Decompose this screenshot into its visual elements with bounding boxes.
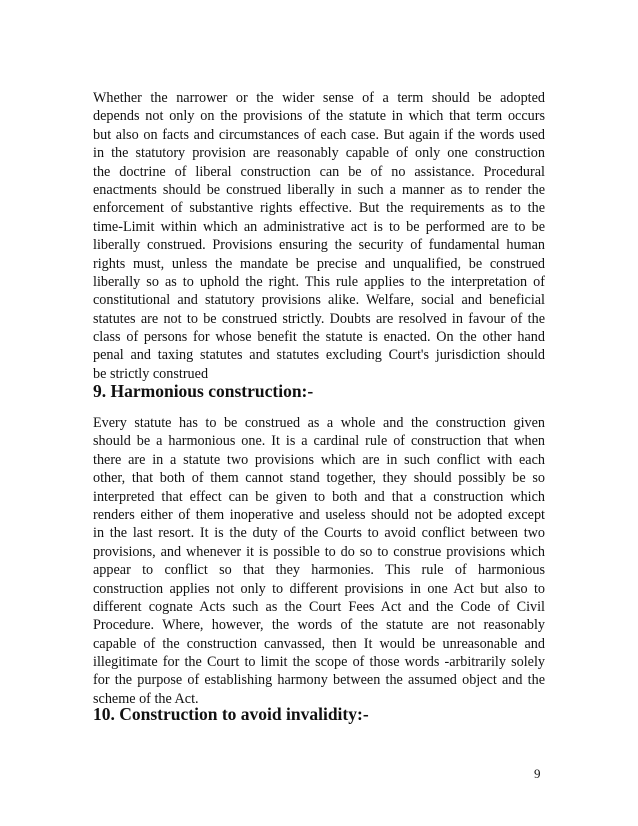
- page-number: 9: [534, 766, 541, 781]
- paragraph-harmonious-construction: [93, 414, 545, 708]
- text-line: renders either of them inoperative and useless should not be adopted except: [93, 506, 545, 523]
- text-line: be strictly construed: [93, 365, 209, 382]
- text-line: provisions, and whenever it is possible to do so to construe provisions which: [93, 543, 545, 560]
- text-line: in the statutory provision are reasonably capable of only one construction: [93, 145, 545, 162]
- text-line: penal and taxing statutes and statutes excluding Court's jurisdiction should: [93, 347, 545, 364]
- text-line: Whether the narrower or the wider sense of a term should be adopted: [93, 90, 545, 106]
- text-line: class of persons for whose benefit the statute is enacted. On the other hand: [93, 329, 545, 346]
- text-line: rights must, unless the mandate be precise and unqualified, be construed: [93, 255, 545, 272]
- text-line: the doctrine of liberal construction can be of no assistance. Procedural: [93, 163, 545, 180]
- paragraph-liberal-construction: [93, 89, 545, 383]
- text-line: depends not only on the provisions of the statute in which that term occurs: [93, 108, 545, 125]
- text-line: in the last resort. It is the duty of the Courts to avoid conflict between two: [93, 525, 545, 542]
- text-line: constitutional and statutory provisions alike. Welfare, social and beneficial: [93, 292, 545, 309]
- text-line: time-Limit within which an administrative act is to be performed are to be: [93, 218, 545, 235]
- text-line: liberally construed. Provisions ensuring the security of fundamental human: [93, 237, 545, 254]
- text-line: interpreted that effect can be given to both and that a construction which: [93, 488, 545, 505]
- text-line: construction applies not only to different provisions in one Act but also to: [93, 580, 545, 597]
- text-line: statutes are not to be construed strictly. Doubts are resolved in favour of the: [93, 310, 545, 327]
- text-line: should be a harmonious one. It is a cardinal rule of construction that when: [93, 433, 545, 450]
- text-line: illegitimate for the Court to limit the scope of those words -arbitrarily solely: [93, 654, 545, 671]
- text-line: appear to conflict so that they harmonies. This rule of harmonious: [93, 562, 545, 579]
- text-line: scheme of the Act.: [93, 690, 199, 707]
- text-line: different cognate Acts such as the Court Fees Act and the Code of Civil: [93, 598, 545, 615]
- text-line: enactments should be construed liberally in such a manner as to render the: [93, 181, 545, 198]
- text-line: for the purpose of establishing harmony between the assumed object and the: [93, 672, 545, 689]
- text-line: enforcement of substantive rights effective. But the requirements as to the: [93, 200, 545, 217]
- text-line: Every statute has to be construed as a whole and the construction given: [93, 415, 545, 431]
- text-line: liberally so as to uphold the right. This rule applies to the interpretation of: [93, 273, 545, 290]
- text-line: Procedure. Where, however, the words of the statute are not reasonably: [93, 617, 545, 634]
- text-line: there are in a statute two provisions which are in such conflict with each: [93, 451, 545, 468]
- text-line: but also on facts and circumstances of each case. But again if the words used: [93, 126, 545, 143]
- heading-construction-avoid-invalidity: 10. Construction to avoid invalidity:-: [93, 704, 369, 724]
- text-line: other, that both of them cannot stand together, they should possibly be so: [93, 470, 545, 487]
- text-line: capable of the construction canvassed, then It would be unreasonable and: [93, 635, 545, 652]
- heading-harmonious-construction: 9. Harmonious construction:-: [93, 381, 314, 401]
